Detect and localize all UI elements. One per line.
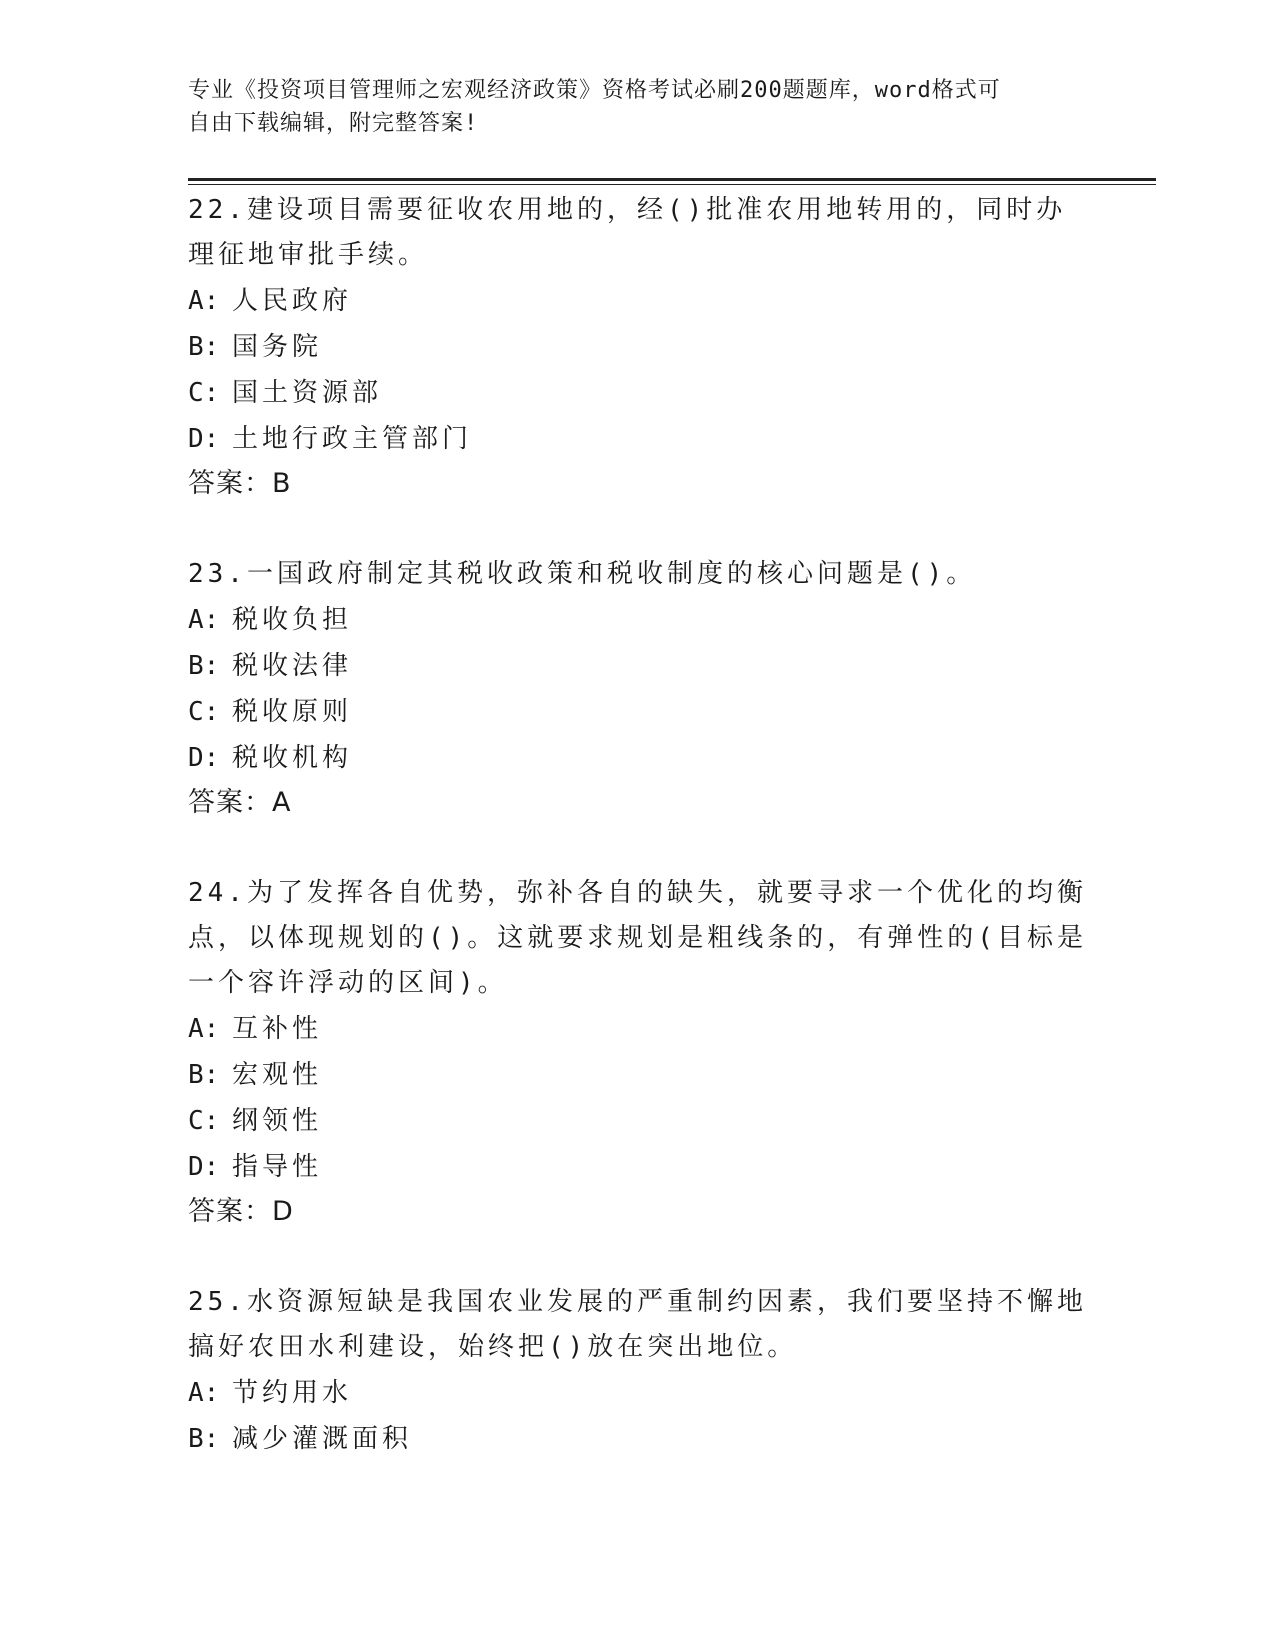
option-text: 税收原则 — [232, 697, 353, 727]
header-line-1: 专业《投资项目管理师之宏观经济政策》资格考试必刷200题题库，word格式可 — [188, 78, 1001, 103]
option-c — [188, 1098, 1088, 1144]
option-b — [188, 1416, 1088, 1462]
option-a — [188, 278, 1088, 324]
document-header — [188, 74, 1088, 140]
option-text: 税收法律 — [232, 651, 353, 681]
question-24 — [188, 871, 1088, 1234]
option-a — [188, 1006, 1088, 1052]
option-d — [188, 416, 1088, 462]
answer: 答案：A — [188, 787, 292, 818]
option-c — [188, 689, 1088, 735]
option-key: B: — [188, 1060, 220, 1090]
header-divider-thick — [188, 178, 1156, 181]
option-text: 互补性 — [232, 1014, 323, 1044]
option-text: 国土资源部 — [232, 378, 383, 408]
option-text: 土地行政主管部门 — [232, 424, 473, 454]
header-line-2: 自由下载编辑，附完整答案! — [188, 111, 479, 136]
option-key: D: — [188, 424, 220, 454]
option-key: A: — [188, 1378, 220, 1408]
option-text: 减少灌溉面积 — [232, 1424, 413, 1454]
option-b — [188, 1052, 1088, 1098]
question-stem: 23.一国政府制定其税收政策和税收制度的核心问题是()。 — [188, 559, 977, 589]
option-key: A: — [188, 1014, 220, 1044]
option-key: B: — [188, 1424, 220, 1454]
option-text: 人民政府 — [232, 286, 353, 316]
question-list — [188, 188, 1088, 1508]
option-b — [188, 643, 1088, 689]
option-text: 国务院 — [232, 332, 323, 362]
option-b — [188, 324, 1088, 370]
option-text: 宏观性 — [232, 1060, 323, 1090]
option-key: D: — [188, 743, 220, 773]
option-key: A: — [188, 286, 220, 316]
option-text: 税收机构 — [232, 743, 353, 773]
option-a — [188, 597, 1088, 643]
option-text: 节约用水 — [232, 1378, 353, 1408]
option-key: A: — [188, 605, 220, 635]
option-key: B: — [188, 332, 220, 362]
option-text: 指导性 — [232, 1152, 323, 1182]
option-key: C: — [188, 697, 220, 727]
option-c — [188, 370, 1088, 416]
option-d — [188, 735, 1088, 781]
header-divider-thin — [188, 184, 1156, 185]
question-23 — [188, 552, 1088, 825]
option-a — [188, 1370, 1088, 1416]
option-key: B: — [188, 651, 220, 681]
question-stem: 25.水资源短缺是我国农业发展的严重制约因素，我们要坚持不懈地搞好农田水利建设，始终把()放在突出地位。 — [188, 1287, 1087, 1362]
question-22 — [188, 188, 1088, 506]
option-key: C: — [188, 1106, 220, 1136]
answer: 答案：D — [188, 1196, 294, 1227]
option-text: 纲领性 — [232, 1106, 323, 1136]
question-stem: 22.建设项目需要征收农用地的，经()批准农用地转用的，同时办理征地审批手续。 — [188, 195, 1067, 270]
question-25 — [188, 1280, 1088, 1462]
question-stem: 24.为了发挥各自优势，弥补各自的缺失，就要寻求一个优化的均衡点，以体现规划的()。这就要求规划是粗线条的，有弹性的(目标是一个容许浮动的区间)。 — [188, 878, 1087, 998]
option-key: C: — [188, 378, 220, 408]
option-key: D: — [188, 1152, 220, 1182]
answer: 答案：B — [188, 468, 292, 499]
option-text: 税收负担 — [232, 605, 353, 635]
option-d — [188, 1144, 1088, 1190]
